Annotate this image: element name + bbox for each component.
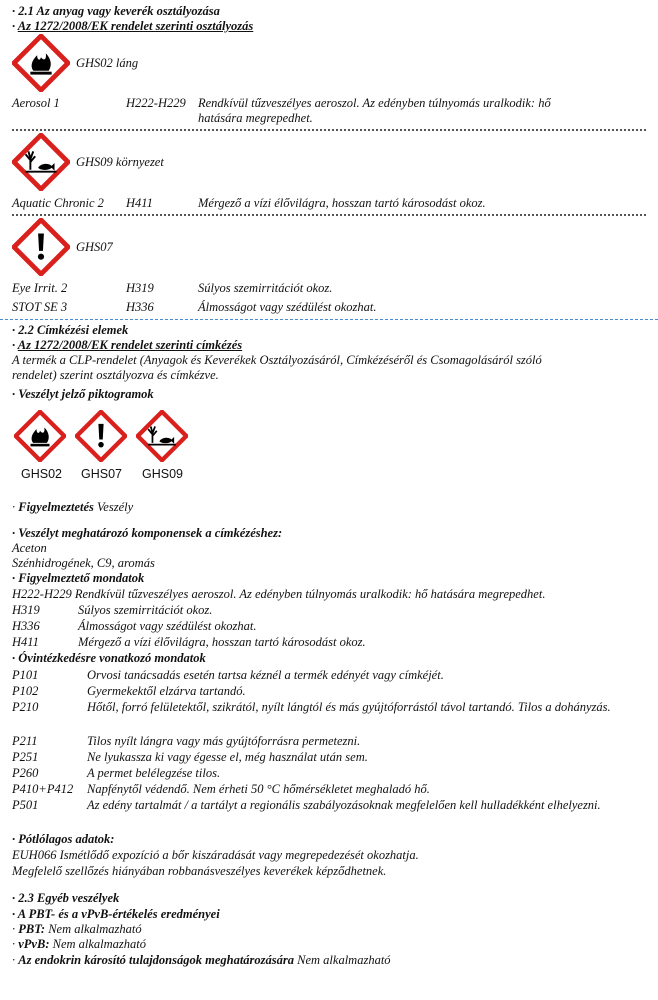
class-aquatic: Aquatic Chronic 2 [12,196,104,210]
ghs09-environment-icon [136,410,188,462]
pictogram-label-ghs02: GHS02 láng [76,56,139,70]
pictogram-label-ghs07: GHS07 [76,240,113,254]
hazard-text-stot: Álmosságot vagy szédülést okozhat. [198,300,377,314]
p-statements-heading: · Óvintézkedésre vonatkozó mondatok [12,651,206,665]
components-heading: · Veszélyt meghatározó komponensek a címkézéshez: [12,526,283,540]
class-stot: STOT SE 3 [12,300,68,314]
pictogram-label-ghs09: GHS09 környezet [76,155,164,169]
section-2-2-subheading: · Az 1272/2008/EK rendelet szerinti címkézés [12,338,243,352]
pictogram-caption-ghs07: GHS07 [81,467,122,481]
ghs09-environment-icon [12,133,70,191]
section-2-1-heading: · 2.1 Az anyag vagy keverék osztályozása [12,4,220,18]
h-statements-heading: · Figyelmeztető mondatok [12,571,145,585]
section-2-2-heading: · 2.2 Címkézési elemek [12,323,129,337]
section-2-3-heading: · 2.3 Egyéb veszélyek [12,891,120,905]
code-h319: H319 [126,281,154,295]
supplementary-euh066: EUH066 Ismétlődő expozíció a bőr kiszáradását vagy megrepedezését okozhatja. [12,848,419,862]
h-statement-first: H222-H229 Rendkívül tűzveszélyes aeroszol. Az edényben túlnyomás uralkodik: hő hatására megrepedhet. [12,587,546,601]
ghs02-flame-icon [14,410,66,462]
supplementary-ventilation: Megfelelő szellőzés hiányában robbanásveszélyes keverékek képződhetnek. [12,864,387,878]
hazard-text-aerosol: Rendkívül tűzveszélyes aeroszol. Az edényben túlnyomás uralkodik: hő [198,96,551,110]
code-h336: H336 [126,300,154,314]
class-eye-irrit: Eye Irrit. 2 [12,281,68,295]
separator [12,214,646,216]
ghs07-exclamation-icon [12,218,70,276]
pbt-result: · PBT: Nem alkalmazható [12,922,142,936]
component-item: Aceton [12,541,47,555]
signal-word: · Figyelmeztetés Veszély [12,500,134,514]
pictogram-caption-ghs09: GHS09 [142,467,183,481]
vpvb-result: · vPvB: Nem alkalmazható [12,937,147,951]
ghs07-exclamation-icon [75,410,127,462]
section-2-1-subheading: · Az 1272/2008/EK rendelet szerinti osztályozás [12,19,254,33]
section-2-3-subheading: · A PBT- és a vPvB-értékelés eredményei [12,907,220,921]
endocrine-result: · Az endokrin károsító tulajdonságok meghatározására Nem alkalmazható [12,953,391,967]
code-h411: H411 [126,196,153,210]
class-aerosol: Aerosol 1 [12,96,60,110]
hazard-text-aquatic: Mérgező a vízi élővilágra, hosszan tartó károsodást okoz. [198,196,486,210]
labelling-intro-cont: rendelet) szerint osztályozva és címkézve. [12,368,219,382]
hazard-text-aerosol-cont: hatására megrepedhet. [198,111,313,125]
pictograms-heading: · Veszélyt jelző piktogramok [12,387,154,401]
section-divider [0,319,658,320]
pictogram-caption-ghs02: GHS02 [21,467,62,481]
ghs02-flame-icon [12,34,70,92]
supplementary-heading: · Pótlólagos adatok: [12,832,115,846]
hazard-text-eye: Súlyos szemirritációt okoz. [198,281,333,295]
code-h222-h229: H222-H229 [126,96,186,110]
component-item: Szénhidrogének, C9, aromás [12,556,155,570]
labelling-intro: A termék a CLP-rendelet (Anyagok és Keverékek Osztályozásáról, Címkézéséről és Csomagolásáról szóló [12,353,542,367]
separator [12,129,646,131]
